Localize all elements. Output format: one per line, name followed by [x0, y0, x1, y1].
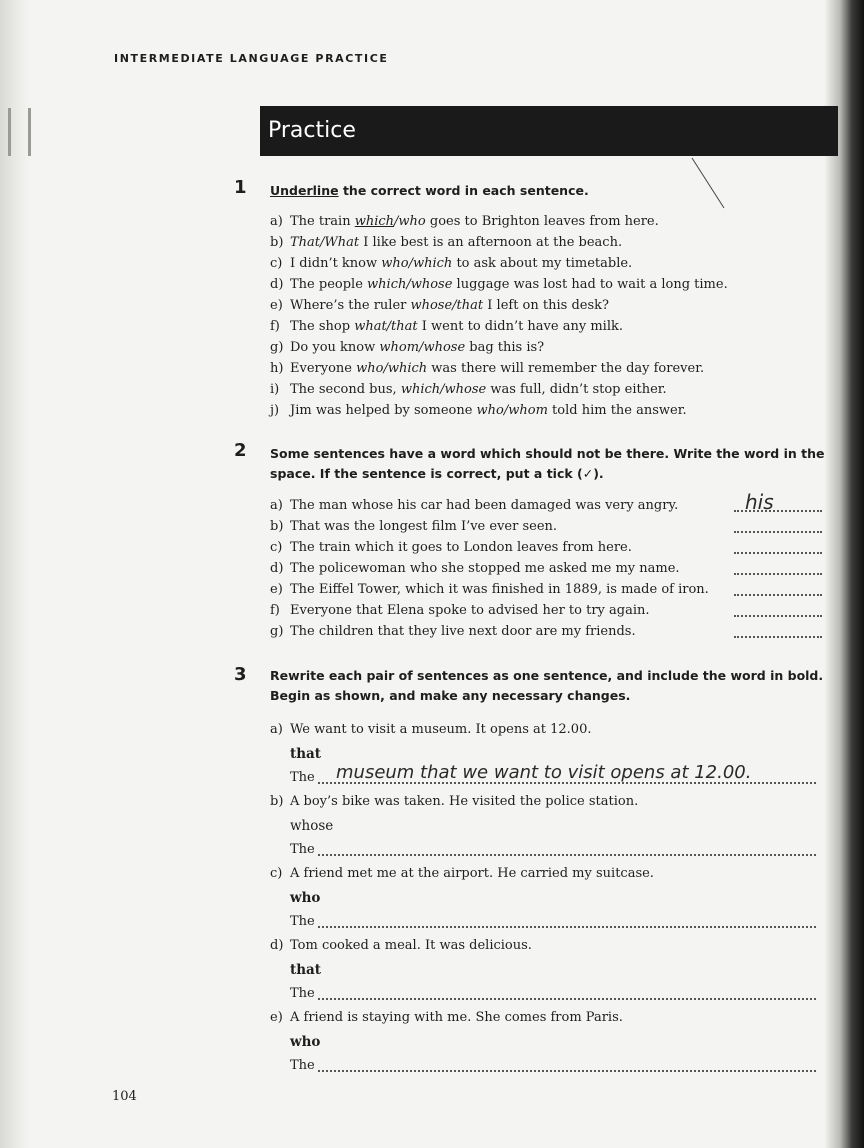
- item-label: e): [270, 1010, 283, 1025]
- section-title: Practice: [268, 118, 356, 143]
- answer-choice: who/whom: [476, 403, 548, 418]
- answer-line: [318, 850, 816, 856]
- instruction-keyword: Underline: [270, 183, 339, 198]
- answer-blank: [734, 611, 822, 617]
- exercise-item: [270, 582, 709, 597]
- exercise-item: [270, 498, 678, 513]
- item-text: Do you know: [290, 340, 380, 355]
- answer-blank: [734, 590, 822, 596]
- item-label: a): [270, 722, 283, 737]
- stray-pen-mark: [690, 156, 730, 216]
- answer-choice: who/which: [381, 256, 453, 271]
- item-label: f): [270, 603, 280, 618]
- exercise-item: [270, 361, 704, 376]
- answer-line: [318, 994, 816, 1000]
- item-text: was full, didn’t stop either.: [486, 382, 667, 397]
- item-label: i): [270, 382, 280, 397]
- exercise-item: [270, 624, 636, 639]
- exercise-instruction: Rewrite each pair of sentences as one sentence, and include the word in bold.: [270, 668, 824, 683]
- sentence-start: The: [290, 914, 315, 929]
- item-label: g): [270, 624, 284, 639]
- item-text: A boy’s bike was taken. He visited the police station.: [290, 794, 639, 809]
- item-text: The train which it goes to London leaves from here.: [290, 540, 632, 555]
- page-edge-left: [0, 0, 30, 1148]
- answer-blank: [734, 548, 822, 554]
- item-text: A friend met me at the airport. He carried my suitcase.: [290, 866, 654, 881]
- exercise-instruction: [270, 181, 589, 201]
- exercise-item: [270, 561, 680, 576]
- sentence-start: The: [290, 986, 315, 1001]
- item-text: Everyone that Elena spoke to advised her to try again.: [290, 603, 650, 618]
- answer-choice: /who: [394, 214, 426, 229]
- item-label: a): [270, 214, 283, 229]
- exercise-item: [270, 298, 609, 313]
- answer-choice: whose/that: [410, 298, 484, 313]
- answer-blank: [734, 632, 822, 638]
- item-text: Jim was helped by someone: [290, 403, 477, 418]
- item-label: h): [270, 361, 284, 376]
- answer-blank: [734, 569, 822, 575]
- item-label: d): [270, 561, 284, 576]
- item-text: I went to didn’t have any milk.: [417, 319, 623, 334]
- item-label: d): [270, 277, 284, 292]
- item-label: b): [270, 235, 284, 250]
- exercise-item: [270, 214, 659, 229]
- item-label: e): [270, 582, 283, 597]
- item-label: f): [270, 319, 280, 334]
- page-edge-right: [824, 0, 864, 1148]
- running-head: INTERMEDIATE LANGUAGE PRACTICE: [114, 52, 389, 65]
- exercise-item: [270, 256, 632, 271]
- item-label: c): [270, 866, 283, 881]
- item-text: I left on this desk?: [483, 298, 609, 313]
- item-label: b): [270, 519, 284, 534]
- exercise-item: [270, 794, 638, 809]
- answer-choice: whom/whose: [379, 340, 466, 355]
- item-text: I didn’t know: [290, 256, 382, 271]
- exercise-instruction: space. If the sentence is correct, put a tick (✓).: [270, 466, 604, 481]
- handwritten-answer: museum that we want to visit opens at 12.00.: [336, 762, 752, 783]
- sentence-start: The: [290, 842, 315, 857]
- item-label: e): [270, 298, 283, 313]
- binding-mark: [8, 108, 11, 156]
- item-label: b): [270, 794, 284, 809]
- item-text: The shop: [290, 319, 355, 334]
- keyword: that: [290, 746, 322, 762]
- answer-blank: [734, 527, 822, 533]
- exercise-item: [270, 866, 654, 881]
- keyword: who: [290, 890, 321, 906]
- exercise-item: [270, 277, 728, 292]
- item-label: c): [270, 256, 283, 271]
- item-text: The second bus,: [290, 382, 401, 397]
- exercise-item: [270, 319, 623, 334]
- item-text: to ask about my timetable.: [452, 256, 633, 271]
- item-text: Where’s the ruler: [290, 298, 411, 313]
- exercise-number: 3: [234, 664, 247, 685]
- answer-choice: That/What: [290, 235, 360, 250]
- item-label: j): [270, 403, 280, 418]
- exercise-number: 1: [234, 177, 247, 198]
- item-text: was there will remember the day forever.: [427, 361, 705, 376]
- item-label: d): [270, 938, 284, 953]
- item-text: goes to Brighton leaves from here.: [425, 214, 659, 229]
- item-text: The man whose his car had been damaged was very angry.: [290, 498, 679, 513]
- item-text: A friend is staying with me. She comes from Paris.: [290, 1010, 623, 1025]
- item-text: The Eiffel Tower, which it was finished in 1889, is made of iron.: [290, 582, 709, 597]
- item-text: bag this is?: [465, 340, 545, 355]
- item-text: luggage was lost had to wait a long time.: [452, 277, 728, 292]
- keyword: that: [290, 962, 322, 978]
- exercise-item: [270, 540, 632, 555]
- answer-choice: who/which: [356, 361, 428, 376]
- item-text: told him the answer.: [547, 403, 687, 418]
- item-text: The policewoman who she stopped me asked me my name.: [290, 561, 680, 576]
- item-text: I like best is an afternoon at the beach.: [359, 235, 623, 250]
- exercise-item: [270, 1010, 623, 1025]
- page-number: 104: [112, 1089, 137, 1104]
- instruction-text: the correct word in each sentence.: [338, 183, 589, 198]
- answer-choice: what/that: [354, 319, 418, 334]
- exercise-item: [270, 938, 532, 953]
- exercise-item: [270, 519, 557, 534]
- exercise-item: [270, 403, 687, 418]
- answer-line: [318, 1066, 816, 1072]
- item-text: That was the longest film I’ve ever seen.: [290, 519, 558, 534]
- exercise-item: [270, 603, 650, 618]
- exercise-number: 2: [234, 440, 247, 461]
- keyword: who: [290, 1034, 321, 1050]
- exercise-item: [270, 340, 544, 355]
- exercise-item: [270, 235, 622, 250]
- item-text: The people: [290, 277, 368, 292]
- item-text: The children that they live next door are my friends.: [290, 624, 636, 639]
- keyword: whose: [290, 818, 334, 834]
- answer-choice: which/whose: [367, 277, 453, 292]
- item-text: The train: [290, 214, 355, 229]
- answer-choice: which: [354, 214, 395, 229]
- answer-line: [318, 922, 816, 928]
- sentence-start: The: [290, 770, 315, 785]
- binding-mark: [28, 108, 31, 156]
- item-label: g): [270, 340, 284, 355]
- exercise-instruction: Begin as shown, and make any necessary changes.: [270, 688, 631, 703]
- exercise-item: [270, 722, 591, 737]
- item-label: c): [270, 540, 283, 555]
- item-text: Tom cooked a meal. It was delicious.: [290, 938, 532, 953]
- item-text: We want to visit a museum. It opens at 12.00.: [290, 722, 592, 737]
- exercise-item: [270, 382, 667, 397]
- exercise-instruction: Some sentences have a word which should not be there. Write the word in the: [270, 446, 825, 461]
- item-text: Everyone: [290, 361, 357, 376]
- item-label: a): [270, 498, 283, 513]
- handwritten-answer: his: [745, 490, 774, 514]
- answer-choice: which/whose: [400, 382, 487, 397]
- sentence-start: The: [290, 1058, 315, 1073]
